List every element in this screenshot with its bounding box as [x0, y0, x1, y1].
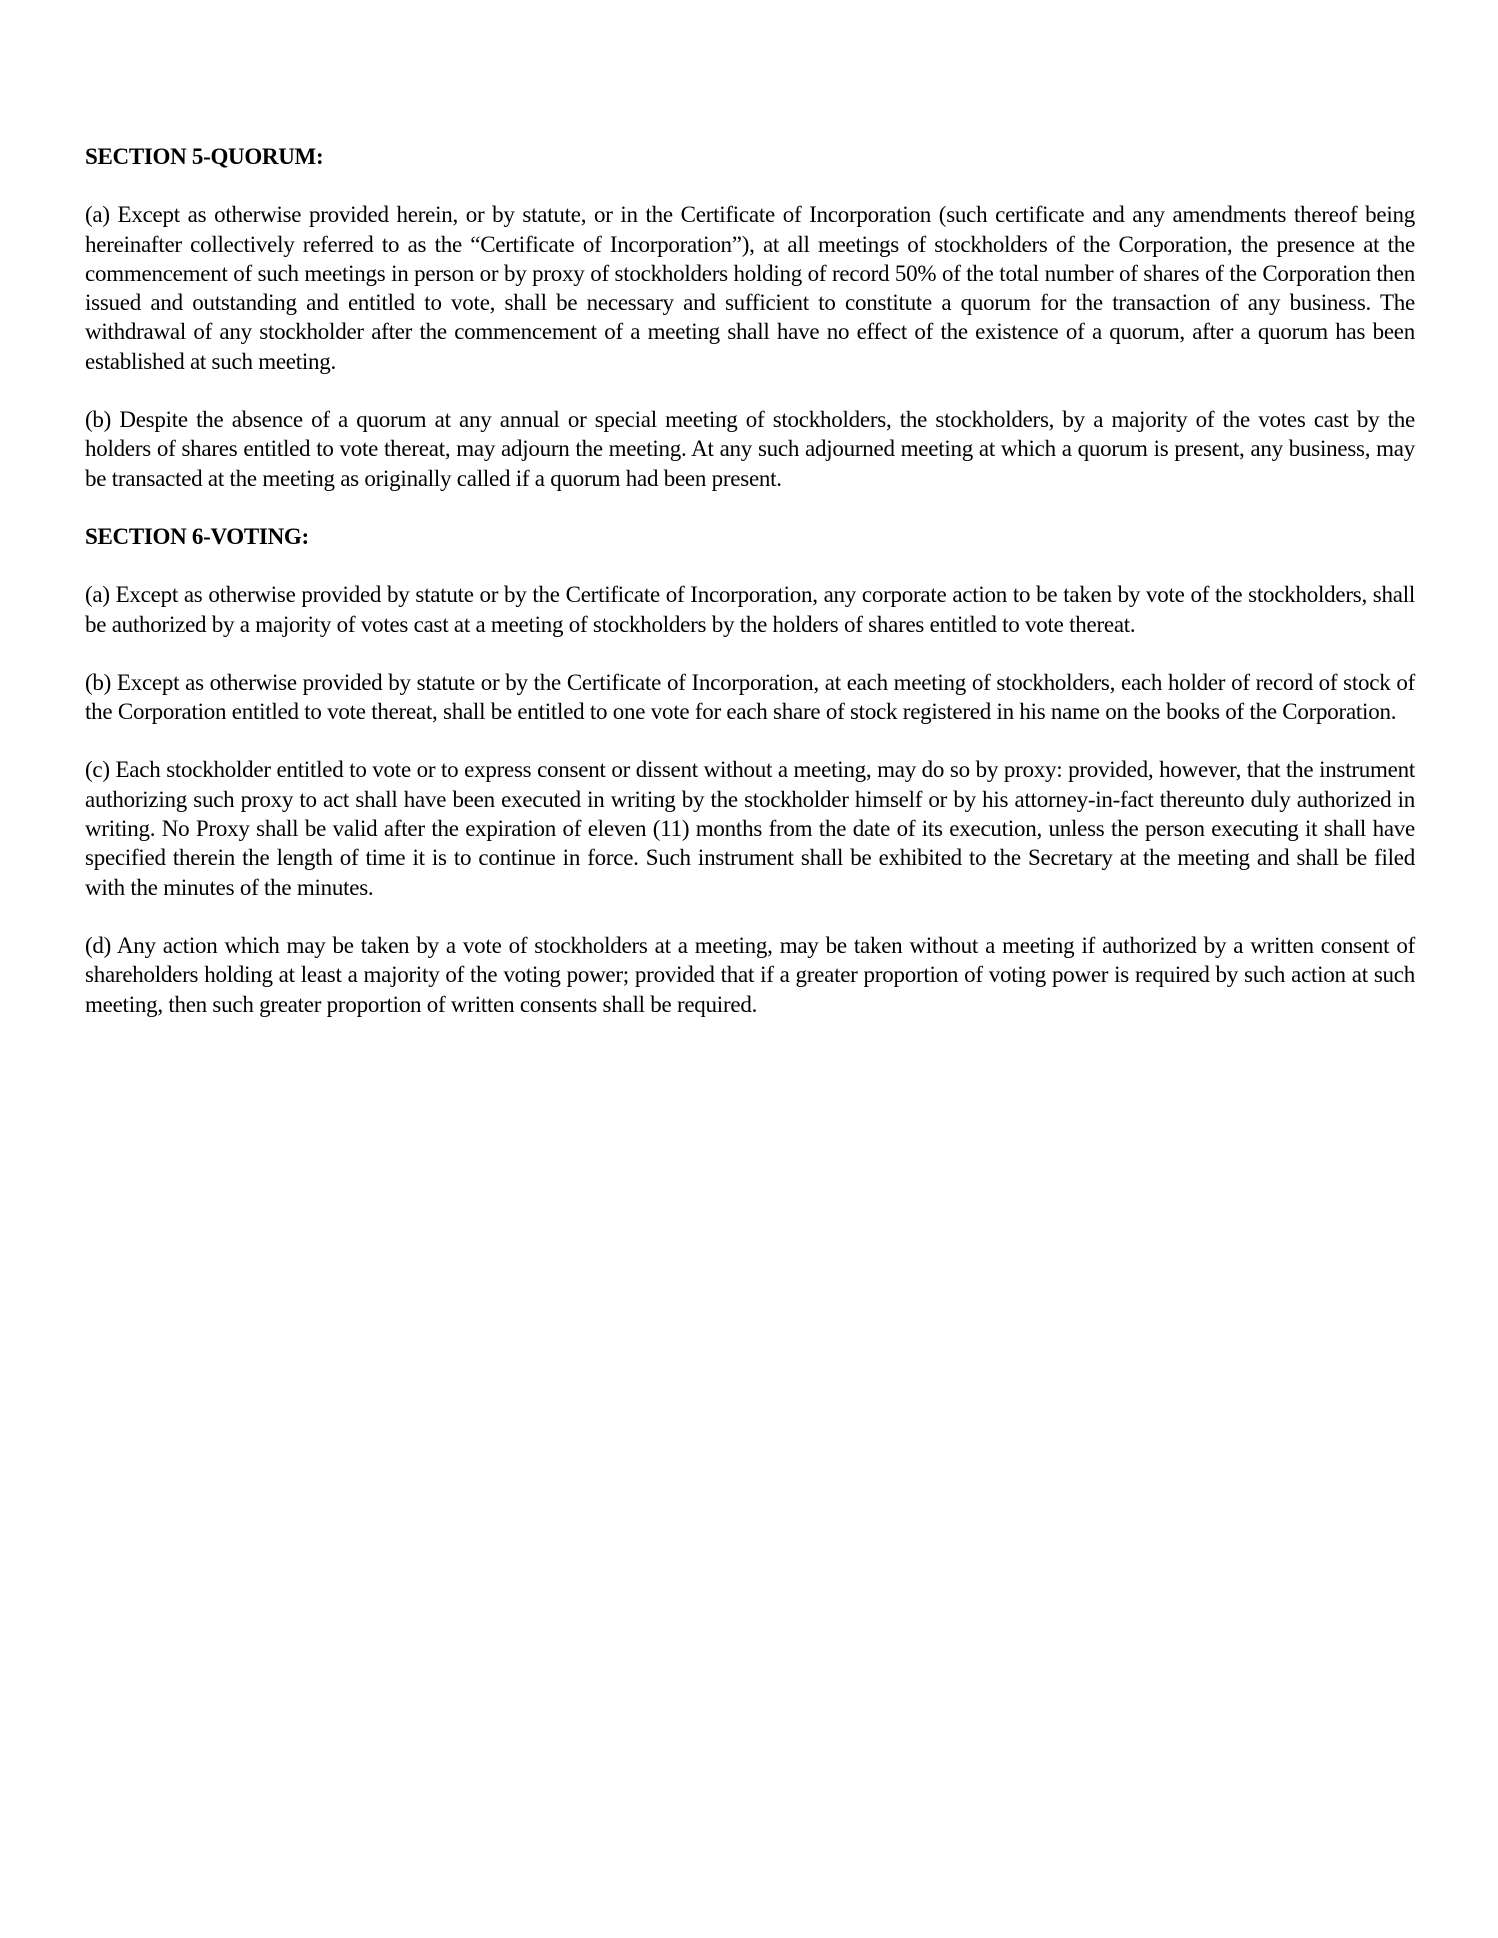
paragraph-6b: (b) Except as otherwise provided by statute or by the Certificate of Incorporation, at each meeting of stockholders, each holder of record of stock of the Corporation entitled to vote thereat, shall be entitled to one vote for each share of stock registered in his name on the books of the Corporation.: [85, 669, 1415, 725]
paragraph-6d: (d) Any action which may be taken by a vote of stockholders at a meeting, may be taken without a meeting if authorized by a written consent of shareholders holding at least a majority of the voting power; provided that if a greater proportion of voting power is required by such action at such meeting, then such greater proportion of written consents shall be required.: [85, 932, 1415, 1017]
paragraph-5b: (b) Despite the absence of a quorum at any annual or special meeting of stockholders, the stockholders, by a majority of the votes cast by the holders of shares entitled to vote thereat, may adjourn the meeting. At any such adjourned meeting at which a quorum is present, any business, may be transacted at the meeting as originally called if a quorum had been present.: [85, 407, 1415, 491]
section-heading: SECTION 5-QUORUM:: [85, 144, 324, 169]
document-page: [85, 142, 1415, 1048]
paragraph-6a: (a) Except as otherwise provided by statute or by the Certificate of Incorporation, any corporate action to be taken by vote of the stockholders, shall be authorized by a majority of votes cast at a meeting of stockholders by the holders of shares entitled to vote thereat.: [85, 582, 1415, 637]
paragraph-6c: (c) Each stockholder entitled to vote or to express consent or dissent without a meeting, may do so by proxy: provided, however, that the instrument authorizing such proxy to act shall have been executed in writing by the stockholder himself or by his attorney-in-fact thereunto duly authorized in writing. No Proxy shall be valid after the expiration of eleven (11) months from the date of its execution, unless the person executing it shall have specified therein the length of time it is to continue in force. Such instrument shall be exhibited to the Secretary at the meeting and shall be filed with the minutes of the minutes.: [85, 757, 1415, 900]
section-5-quorum: [85, 142, 1415, 493]
section-6-voting: [85, 522, 1415, 1019]
section-heading: SECTION 6-VOTING:: [85, 523, 309, 549]
paragraph-5a: (a) Except as otherwise provided herein, or by statute, or in the Certificate of Incorporation (such certificate and any amendments thereof being hereinafter collectively referred to as the “Certificate of Incorporation”), at all meetings of stockholders of the Corporation, the presence at the commencement of such meetings in person or by proxy of stockholders holding of record 50% of the total number of shares of the Corporation then issued and outstanding and entitled to vote, shall be necessary and sufficient to constitute a quorum for the transaction of any business. The withdrawal of any stockholder after the commencement of a meeting shall have no effect of the existence of a quorum, after a quorum has been established at such meeting.: [85, 202, 1415, 374]
